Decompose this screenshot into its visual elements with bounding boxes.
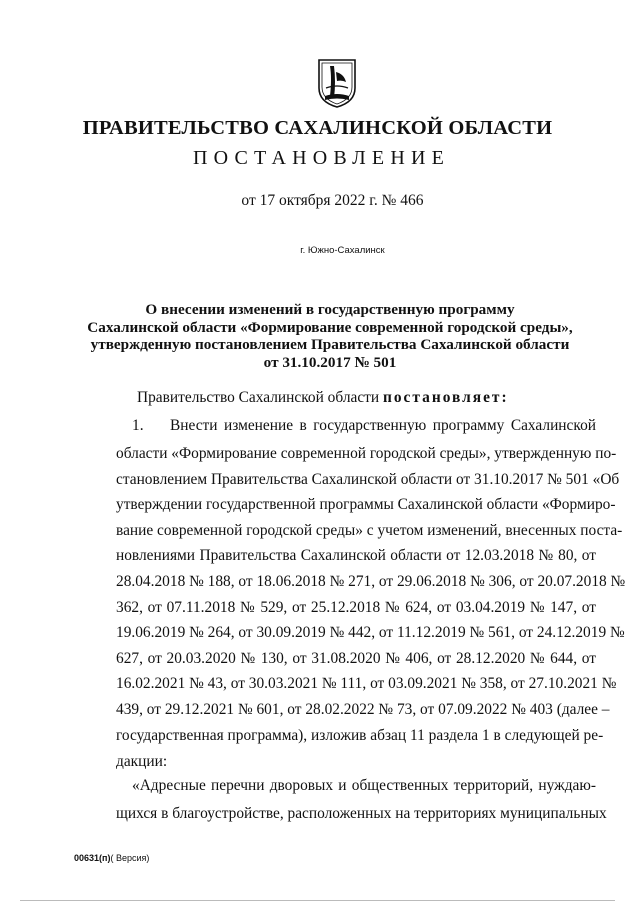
subject-line: Сахалинской области «Формирование современной городской среды», — [87, 318, 573, 336]
government-title: ПРАВИТЕЛЬСТВО САХАЛИНСКОЙ ОБЛАСТИ — [82, 117, 553, 139]
subject-line: О внесении изменений в государственную программу — [145, 301, 515, 318]
decree-subject — [60, 301, 600, 371]
body-line: новлениями Правительства Сахалинской области от 12.03.2018 № 80, от — [116, 547, 596, 565]
body-line: 16.02.2021 № 43, от 30.03.2021 № 111, от 03.09.2021 № 358, от 27.10.2021 № — [116, 675, 617, 693]
body-line: вание современной городской среды» с учетом изменений, внесенных поста- — [116, 521, 623, 539]
item-last-line: дакции: — [116, 753, 168, 770]
body-line: государственная программа), изложив абзац 11 раздела 1 в следующей ре- — [116, 726, 604, 744]
item-first-text: Внести изменение в государственную программу Сахалинской — [170, 417, 596, 434]
coat-of-arms-emblem — [316, 58, 358, 108]
document-code: 00631(п) — [74, 853, 111, 863]
body-line: 362, от 07.11.2018 № 529, от 25.12.2018 № 624, от 03.04.2019 № 147, от — [116, 598, 596, 616]
document-type-title: ПОСТАНОВЛЕНИЕ — [192, 147, 451, 169]
page-bottom-edge — [20, 900, 615, 901]
intro-paragraph — [137, 389, 617, 407]
body-line: области «Формирование современной городской среды», утвержденную по- — [116, 445, 617, 462]
body-line: 28.04.2018 № 188, от 18.06.2018 № 271, от 29.06.2018 № 306, от 20.07.2018 № — [116, 573, 626, 590]
body-line: становлением Правительства Сахалинской области от 31.10.2017 № 501 «Об — [116, 470, 620, 488]
quote-second-line: щихся в благоустройстве, расположенных на территориях муниципальных — [116, 805, 607, 822]
document-footer — [74, 853, 149, 863]
body-line: 439, от 29.12.2021 № 601, от 28.02.2022 № 73, от 07.09.2022 № 403 (далее – — [116, 701, 610, 718]
intro-prefix: Правительство Сахалинской области — [137, 389, 383, 406]
subject-line: от 31.10.2017 № 501 — [263, 353, 397, 371]
body-line: утверждении государственной программы Сахалинской области «Формиро- — [116, 496, 616, 514]
body-line: 19.06.2019 № 264, от 30.09.2019 № 442, от 11.12.2019 № 561, от 24.12.2019 № — [116, 624, 625, 642]
quote-first-line: «Адресные перечни дворовых и общественных территорий, нуждаю- — [132, 777, 596, 794]
decree-date-number: от 17 октября 2022 г. № 466 — [241, 192, 424, 209]
body-line: 627, от 20.03.2020 № 130, от 31.08.2020 № 406, от 28.12.2020 № 644, от — [116, 649, 596, 667]
subject-line: утвержденную постановлением Правительства Сахалинской области — [90, 336, 570, 353]
issue-city: г. Южно-Сахалинск — [300, 245, 385, 256]
item-number: 1. — [132, 417, 144, 434]
document-version: ( Версия) — [110, 853, 150, 863]
intro-keyword: постановляет: — [382, 389, 509, 406]
